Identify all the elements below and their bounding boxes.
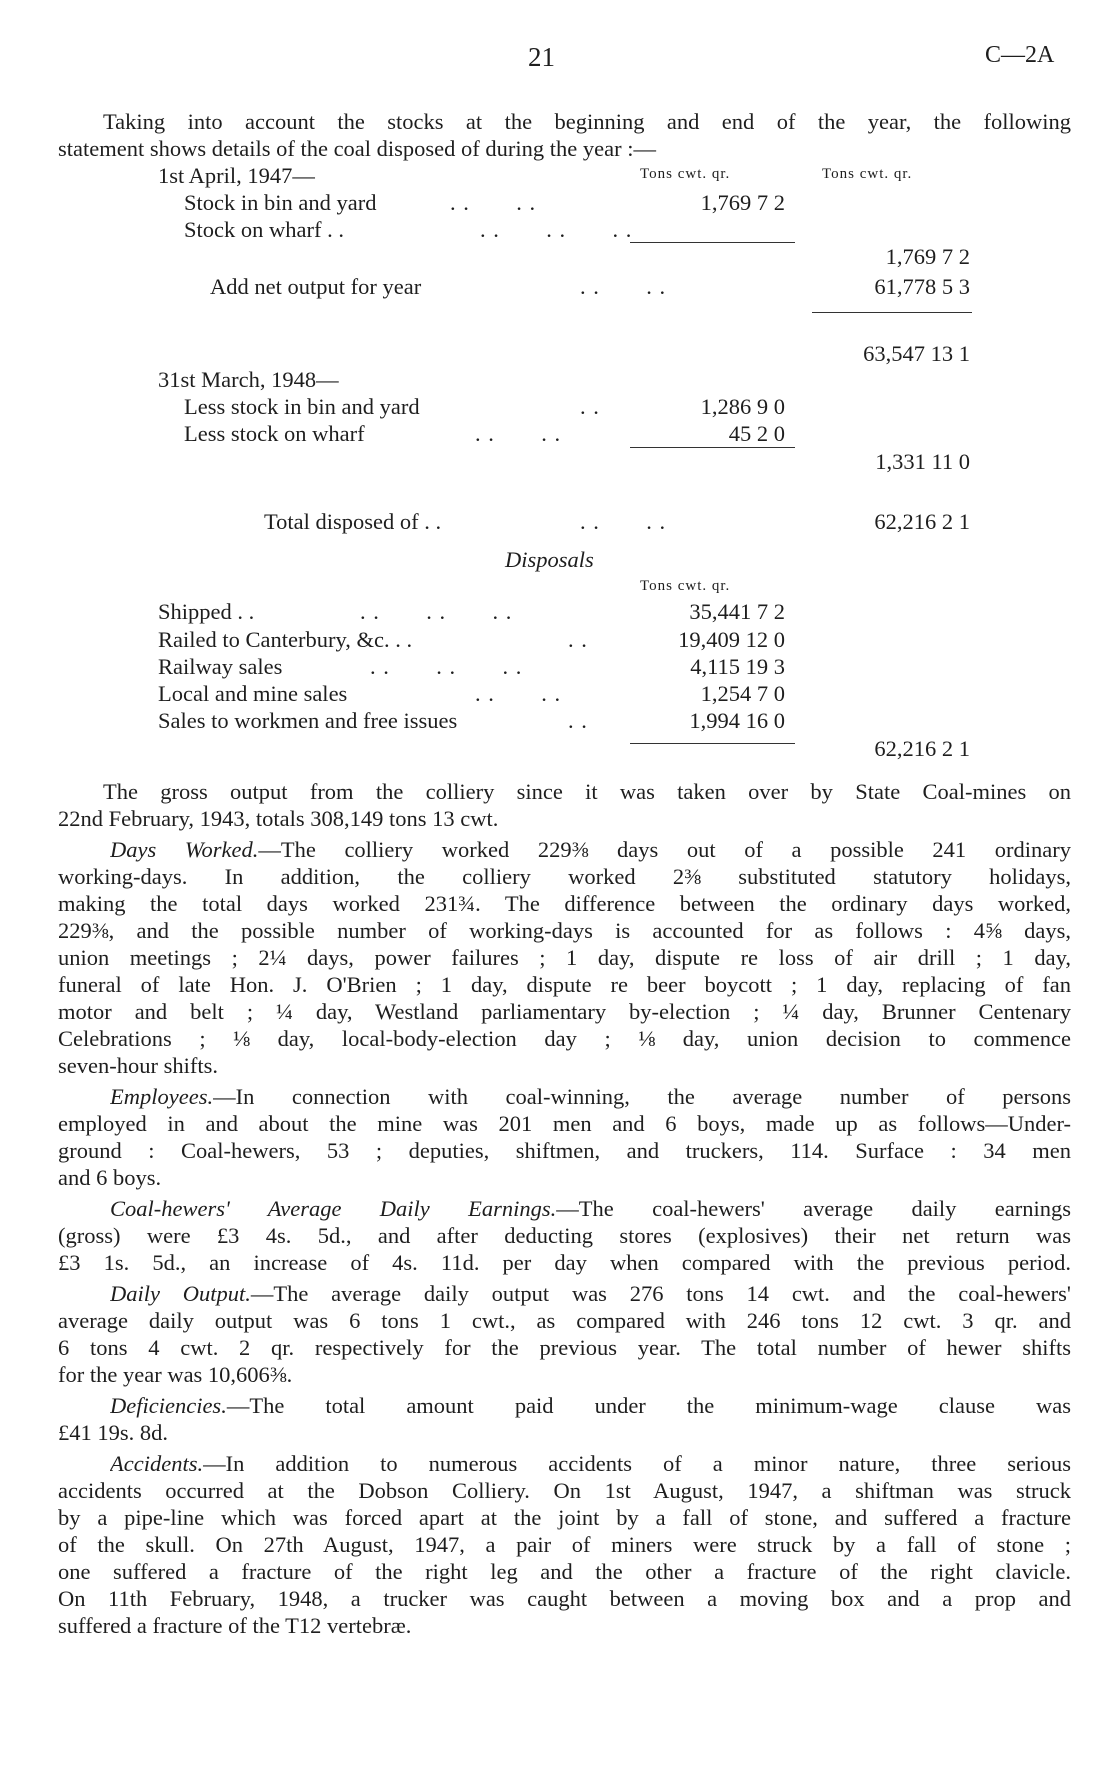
total-disposed-value: 62,216 2 1 xyxy=(874,509,970,534)
disposal-value: 19,409 12 0 xyxy=(678,627,785,652)
daily-output-line: average daily output was 6 tons 1 cwt., as compared with 246 tons 12 cwt. 3 qr. and xyxy=(58,1308,1071,1333)
daily-output-line: for the year was 10,606⅜. xyxy=(58,1362,293,1387)
less-bin-label: Less stock in bin and yard xyxy=(184,394,420,419)
earnings-title: Coal-hewers' Average Daily Earnings. xyxy=(110,1196,557,1221)
employees-line: employed in and about the mine was 201 men and 6 boys, made up as follows—Under- xyxy=(58,1111,1071,1136)
days-worked-line: Celebrations ; ⅛ day, local-body-election day ; ⅛ day, union decision to commence xyxy=(58,1026,1071,1051)
deficiencies-line: Deficiencies.—The total amount paid under the minimum-wage clause was xyxy=(110,1393,1071,1418)
page-number: 21 xyxy=(528,42,555,72)
disposal-value: 35,441 7 2 xyxy=(689,599,785,624)
leader-dots: . . . . . . xyxy=(370,654,523,679)
leader-dots: . . . . xyxy=(580,274,667,299)
employees-title: Employees. xyxy=(110,1084,214,1109)
days-worked-line: seven-hour shifts. xyxy=(58,1053,218,1078)
daily-output-title: Daily Output. xyxy=(110,1281,251,1306)
accidents-line: accidents occurred at the Dobson Colliery. On 1st August, 1947, a shiftman was struck xyxy=(58,1478,1071,1503)
daily-output-line: Daily Output.—The average daily output was 276 tons 14 cwt. and the coal-hewers' xyxy=(110,1281,1071,1306)
days-worked-line: making the total days worked 231¾. The difference between the ordinary days worked, xyxy=(58,891,1071,916)
leader-dots: . . . . . . xyxy=(480,217,633,242)
disposal-label: Railway sales xyxy=(158,654,283,679)
earnings-line: Coal-hewers' Average Daily Earnings.—The coal-hewers' average daily earnings xyxy=(110,1196,1071,1221)
accidents-line: suffered a fracture of the T12 vertebræ. xyxy=(58,1613,412,1638)
accidents-line: Accidents.—In addition to numerous accidents of a minor nature, three serious xyxy=(110,1451,1071,1476)
intro-line-2: statement shows details of the coal disposed of during the year :— xyxy=(58,136,656,161)
leader-dots: . . . . xyxy=(580,509,667,534)
closing-date: 31st March, 1948— xyxy=(158,367,339,392)
column-units-2: Tons cwt. qr. xyxy=(822,166,913,182)
days-worked-line: funeral of late Hon. J. O'Brien ; 1 day, dispute re beer boycott ; 1 day, replacing of fan xyxy=(58,972,1071,997)
rule xyxy=(630,242,795,243)
subtotal: 63,547 13 1 xyxy=(863,341,970,366)
net-output-value: 61,778 5 3 xyxy=(874,274,970,299)
gross-output-line-1: The gross output from the colliery since it was taken over by State Coal-mines on xyxy=(103,779,1071,804)
deficiencies-title: Deficiencies. xyxy=(110,1393,227,1418)
earnings-line: £3 1s. 5d., an increase of 4s. 11d. per day when compared with the previous period. xyxy=(58,1250,1071,1275)
gross-output-line-2: 22nd February, 1943, totals 308,149 tons 13 cwt. xyxy=(58,806,499,831)
days-worked-line: union meetings ; 2¼ days, power failures ; 1 day, dispute re loss of air drill ; 1 day, xyxy=(58,945,1071,970)
leader-dots: . . xyxy=(580,394,600,419)
leader-dots: . . . . xyxy=(475,421,562,446)
days-worked-line: working-days. In addition, the colliery worked 2⅜ substituted statutory holidays, xyxy=(58,864,1071,889)
accidents-title: Accidents. xyxy=(110,1451,204,1476)
disposal-value: 4,115 19 3 xyxy=(690,654,785,679)
column-units-1: Tons cwt. qr. xyxy=(640,166,731,182)
accidents-line: On 11th February, 1948, a trucker was caught between a moving box and a prop and xyxy=(58,1586,1071,1611)
intro-line-1: Taking into account the stocks at the beginning and end of the year, the following xyxy=(103,109,1071,134)
opening-total: 1,769 7 2 xyxy=(885,244,970,269)
deficiencies-line: £41 19s. 8d. xyxy=(58,1420,169,1445)
employees-line: ground : Coal-hewers, 53 ; deputies, shiftmen, and truckers, 114. Surface : 34 men xyxy=(58,1138,1071,1163)
days-worked-line: 229⅜, and the possible number of working-days is accounted for as follows : 4⅝ days, xyxy=(58,918,1071,943)
section-code: C—2A xyxy=(985,42,1055,68)
disposal-value: 1,254 7 0 xyxy=(700,681,785,706)
disposal-label: Railed to Canterbury, &c. . . xyxy=(158,627,413,652)
net-output-label: Add net output for year xyxy=(210,274,422,299)
accidents-line: by a pipe-line which was forced apart at the joint by a fall of stone, and suffered a fracture xyxy=(58,1505,1071,1530)
employees-line: Employees.—In connection with coal-winning, the average number of persons xyxy=(110,1084,1071,1109)
days-worked-title: Days Worked. xyxy=(110,837,259,862)
disposal-label: Local and mine sales xyxy=(158,681,348,706)
days-worked-line: Days Worked.—The colliery worked 229⅜ days out of a possible 241 ordinary xyxy=(110,837,1071,862)
leader-dots: . . xyxy=(568,708,588,733)
leader-dots: . . xyxy=(568,627,588,652)
stock-bin-value: 1,769 7 2 xyxy=(700,190,785,215)
closing-total: 1,331 11 0 xyxy=(875,449,970,474)
disposals-heading: Disposals xyxy=(505,547,594,572)
leader-dots: . . . . xyxy=(475,681,562,706)
less-wharf-label: Less stock on wharf xyxy=(184,421,365,446)
disposal-label: Sales to workmen and free issues xyxy=(158,708,458,733)
disposal-label: Shipped . . xyxy=(158,599,255,624)
leader-dots: . . . . . . xyxy=(360,599,513,624)
daily-output-line: 6 tons 4 cwt. 2 qr. respectively for the previous year. The total number of hewer shifts xyxy=(58,1335,1071,1360)
rule xyxy=(630,743,795,744)
disposal-value: 1,994 16 0 xyxy=(689,708,785,733)
total-disposed-label: Total disposed of . . xyxy=(264,509,442,534)
disposals-total: 62,216 2 1 xyxy=(874,736,970,761)
stock-bin-label: Stock in bin and yard xyxy=(184,190,377,215)
leader-dots: . . . . xyxy=(450,190,537,215)
rule xyxy=(630,447,795,448)
accidents-line: one suffered a fracture of the right leg and the other a fracture of the right clavicle. xyxy=(58,1559,1071,1584)
accidents-line: of the skull. On 27th August, 1947, a pair of miners were struck by a fall of stone ; xyxy=(58,1532,1071,1557)
opening-date: 1st April, 1947— xyxy=(158,163,315,188)
less-wharf-value: 45 2 0 xyxy=(728,421,785,446)
days-worked-line: motor and belt ; ¼ day, Westland parliamentary by-election ; ¼ day, Brunner Centenary xyxy=(58,999,1071,1024)
earnings-line: (gross) were £3 4s. 5d., and after deducting stores (explosives) their net return was xyxy=(58,1223,1071,1248)
rule xyxy=(812,312,972,313)
less-bin-value: 1,286 9 0 xyxy=(700,394,785,419)
stock-wharf-label: Stock on wharf . . xyxy=(184,217,344,242)
employees-line: and 6 boys. xyxy=(58,1165,162,1190)
column-units-3: Tons cwt. qr. xyxy=(640,578,731,594)
